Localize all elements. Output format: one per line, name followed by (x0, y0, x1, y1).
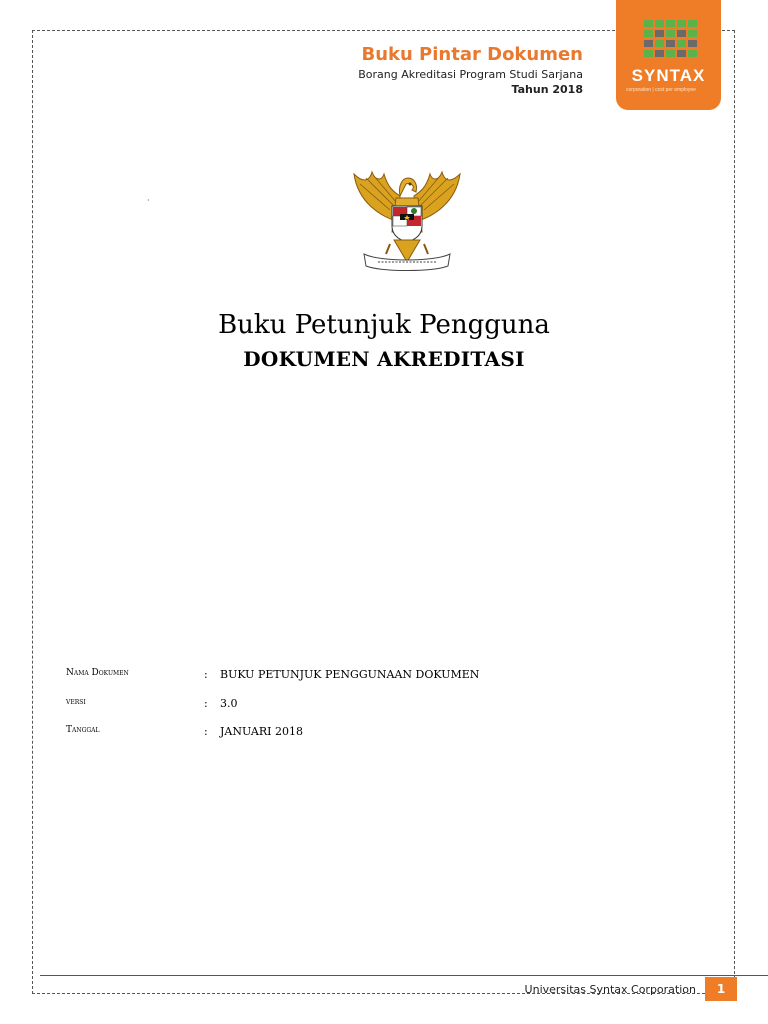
footer-divider (40, 975, 768, 976)
meta-value: 3.0 (220, 697, 238, 710)
stray-mark: · (147, 196, 150, 205)
grid-logo-icon (644, 20, 698, 60)
garuda-emblem-icon (350, 162, 464, 278)
logo-tagline: corporation | cost per employee (626, 87, 696, 93)
meta-colon: : (204, 668, 208, 681)
syntax-logo (616, 0, 721, 110)
document-subtitle: DOKUMEN AKREDITASI (243, 347, 525, 371)
logo-wordmark: SYNTAX (631, 66, 706, 85)
meta-colon: : (204, 725, 208, 738)
footer-text: Universitas Syntax Corporation (524, 983, 696, 996)
header-year: Tahun 2018 (511, 83, 583, 96)
meta-label: Nama Dokumen (66, 668, 129, 678)
header-title: Buku Pintar Dokumen (361, 44, 583, 65)
meta-colon: : (204, 697, 208, 710)
document-title: Buku Petunjuk Pengguna (218, 310, 550, 340)
header-subtitle: Borang Akreditasi Program Studi Sarjana (358, 68, 583, 81)
meta-value: BUKU PETUNJUK PENGGUNAAN DOKUMEN (220, 668, 480, 681)
meta-value: JANUARI 2018 (220, 725, 303, 738)
meta-label: versi (66, 697, 86, 707)
page-number: 1 (705, 977, 737, 1001)
meta-label: Tanggal (66, 725, 100, 735)
